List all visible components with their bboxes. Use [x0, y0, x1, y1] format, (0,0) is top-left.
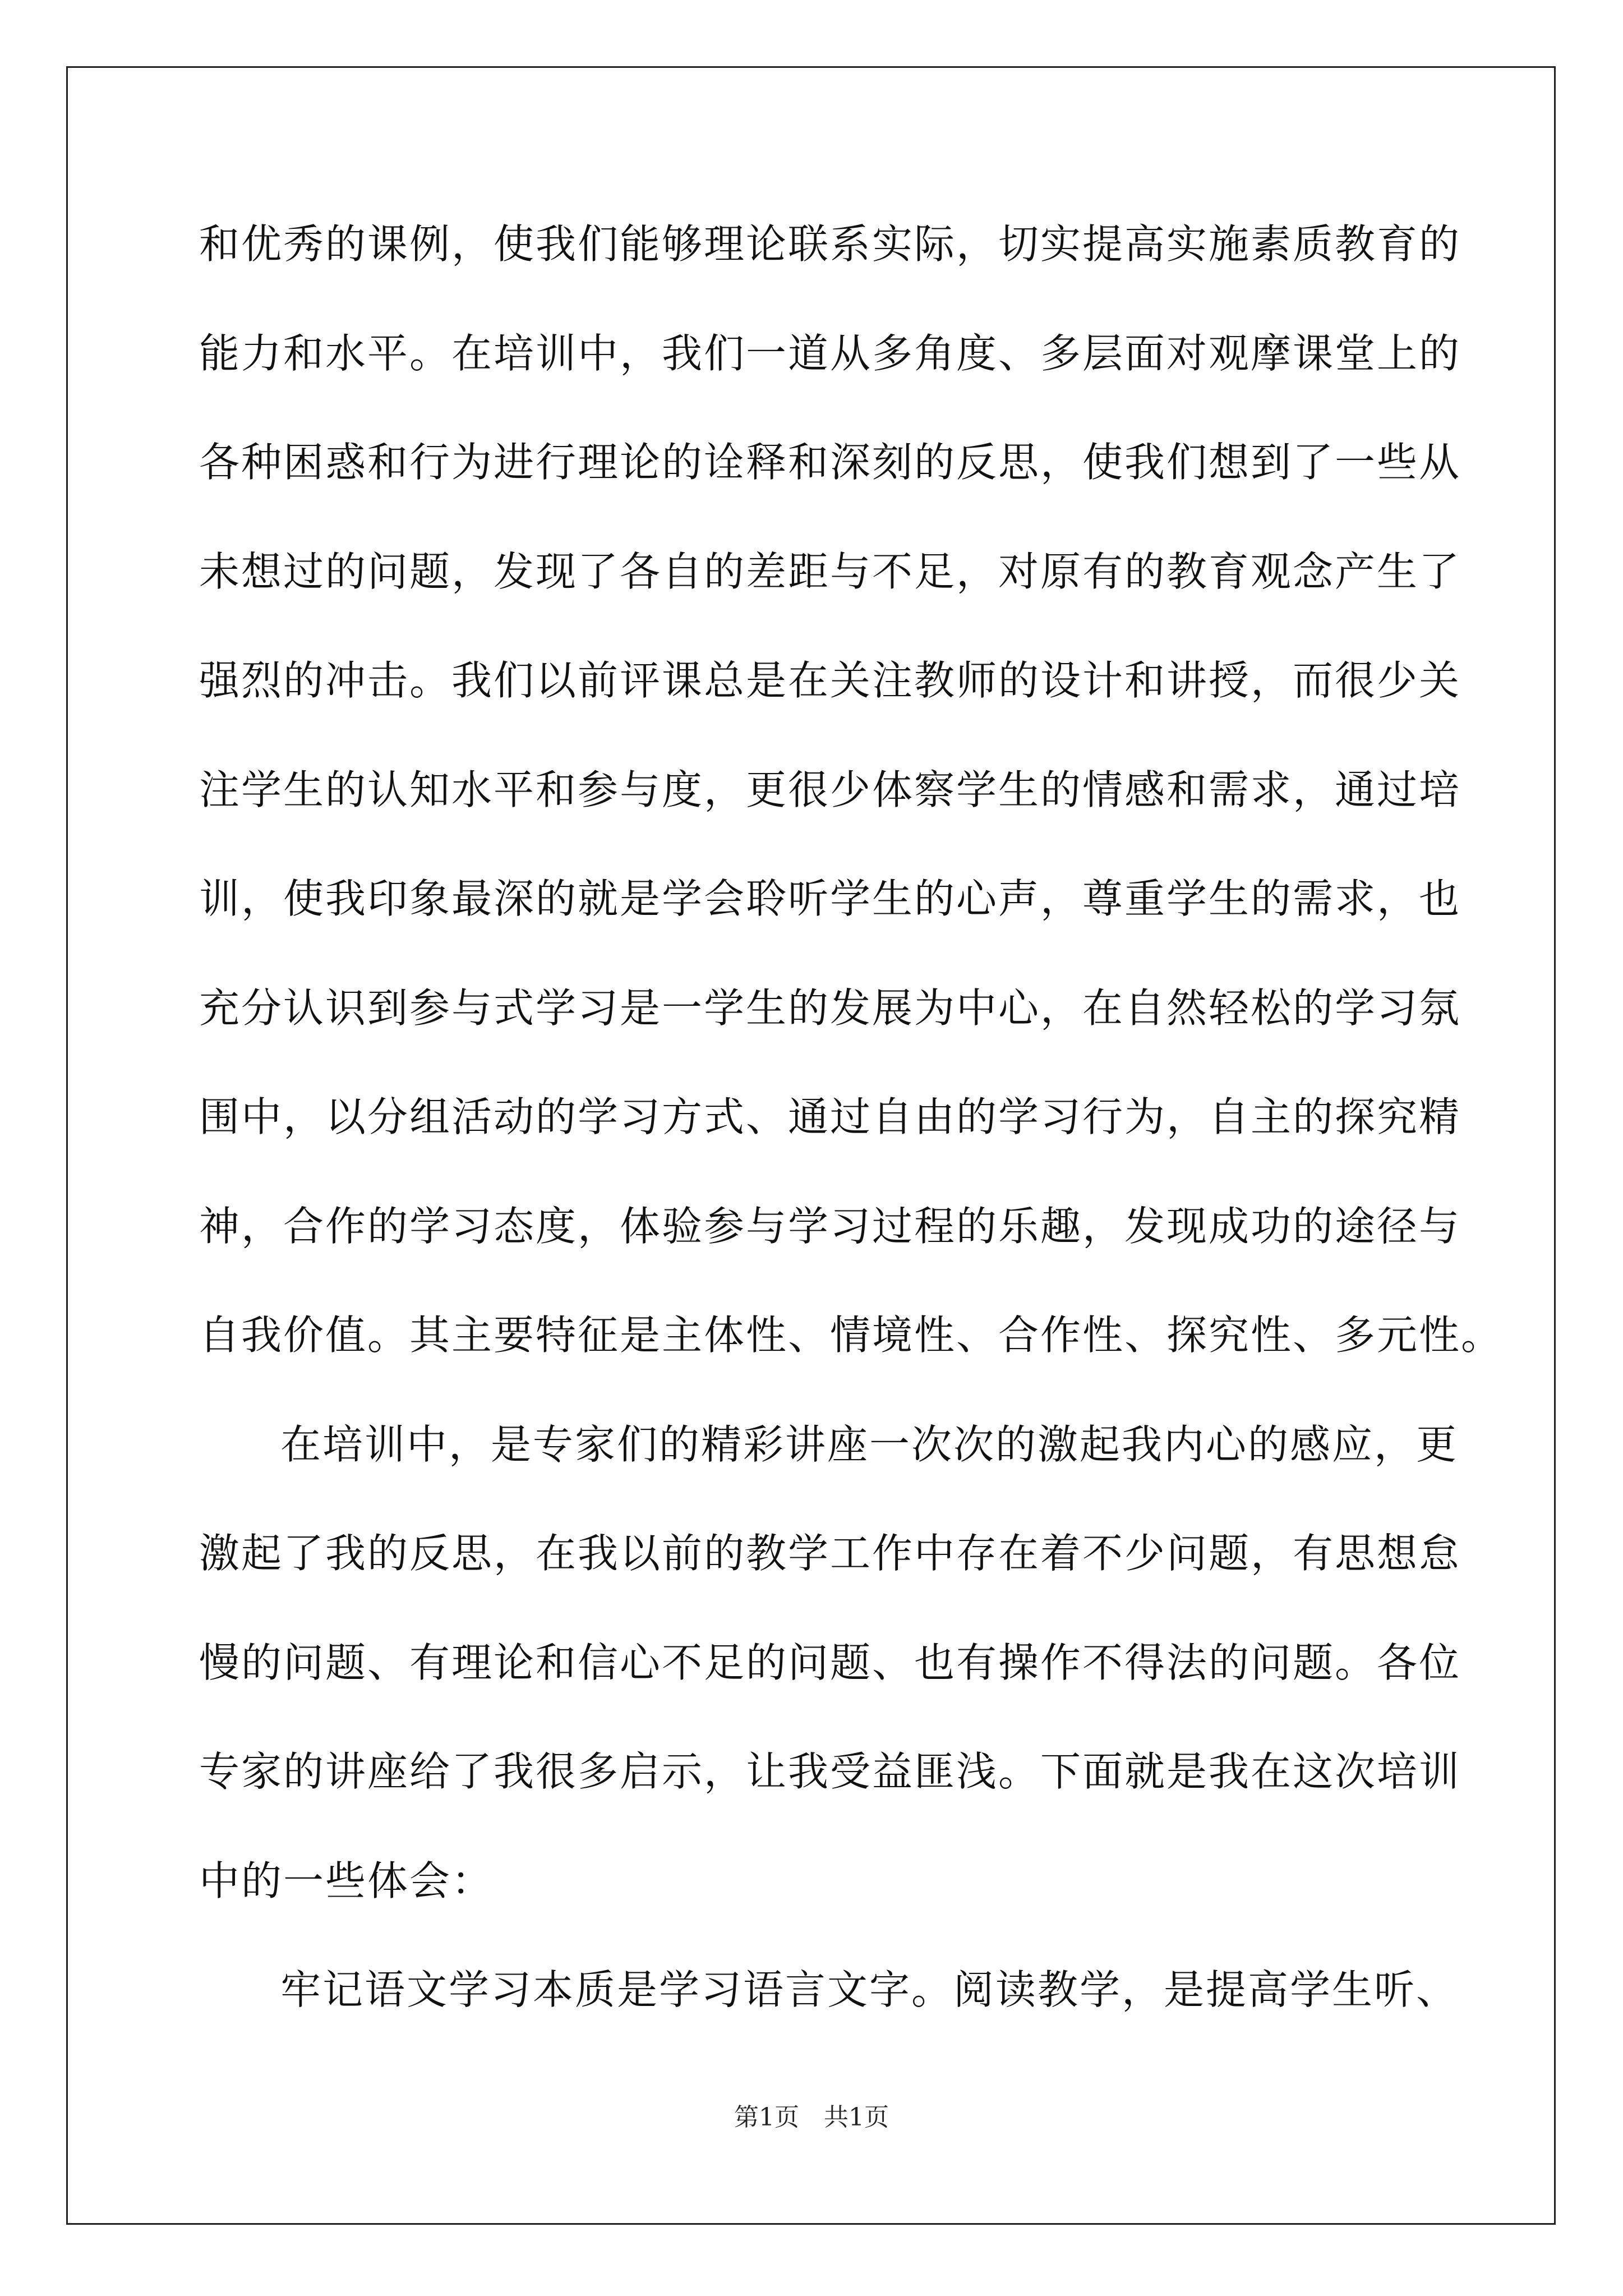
paragraph-start-line: 在培训中，是专家们的精彩讲座一次次的激起我内心的感应，更 — [280, 1420, 1459, 1468]
text-line: 慢的问题、有理论和信心不足的问题、也有操作不得法的问题。各位 — [199, 1639, 1461, 1686]
text-line: 未想过的问题，发现了各自的差距与不足，对原有的教育观念产生了 — [199, 547, 1461, 595]
text-line: 激起了我的反思，在我以前的教学工作中存在着不少问题，有思想怠 — [199, 1530, 1461, 1577]
document-body — [199, 216, 1504, 2071]
text-line: 和优秀的课例，使我们能够理论联系实际，切实提高实施素质教育的 — [199, 220, 1461, 268]
text-line: 充分认识到参与式学习是一学生的发展为中心，在自然轻松的学习氛 — [199, 984, 1461, 1032]
text-line: 训，使我印象最深的就是学会聆听学生的心声，尊重学生的需求，也 — [199, 875, 1461, 922]
page-footer: 第1页 共1页 — [734, 2103, 889, 2132]
text-line: 能力和水平。在培训中，我们一道从多角度、多层面对观摩课堂上的 — [199, 329, 1461, 377]
text-line: 强烈的冲击。我们以前评课总是在关注教师的设计和讲授，而很少关 — [199, 657, 1461, 704]
text-line: 各种困惑和行为进行理论的诠释和深刻的反思，使我们想到了一些从 — [199, 439, 1461, 486]
text-line: 专家的讲座给了我很多启示，让我受益匪浅。下面就是我在这次培训 — [199, 1748, 1461, 1795]
text-line: 神，合作的学习态度，体验参与学习过程的乐趣，发现成功的途径与 — [199, 1202, 1461, 1250]
text-line: 注学生的认知水平和参与度，更很少体察学生的情感和需求，通过培 — [199, 766, 1461, 813]
text-line: 中的一些体会： — [199, 1857, 494, 1904]
text-line: 围中，以分组活动的学习方式、通过自由的学习行为，自主的探究精 — [199, 1093, 1461, 1140]
paragraph-start-line: 牢记语文学习本质是学习语言文字。阅读教学，是提高学生听、 — [280, 1966, 1459, 2013]
text-line: 自我价值。其主要特征是主体性、情境性、合作性、探究性、多元性。 — [199, 1312, 1504, 1359]
